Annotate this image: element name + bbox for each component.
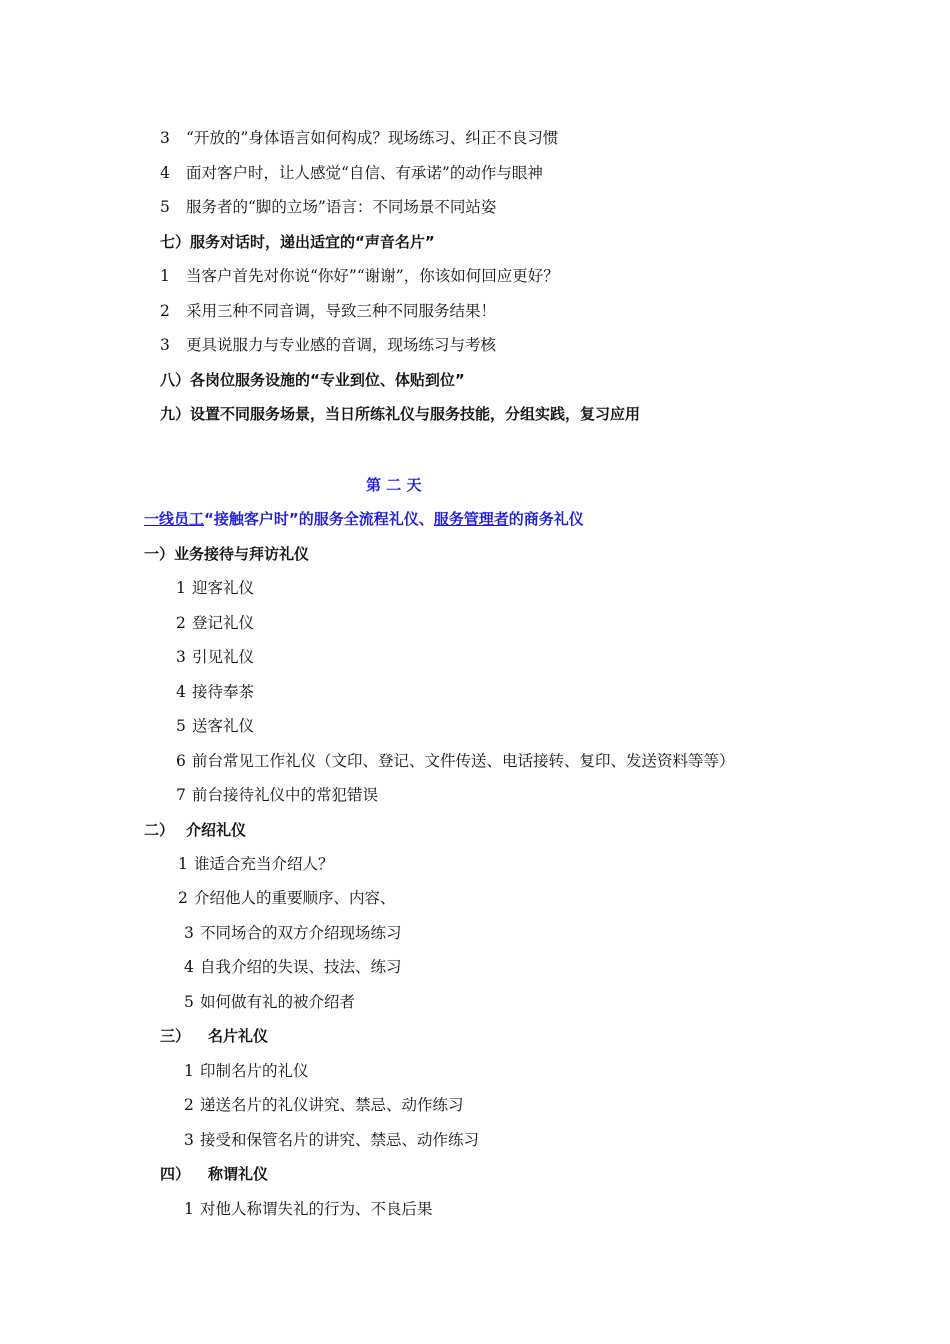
list-item: 3 引见礼仪 <box>176 648 255 666</box>
section-heading: 三） 名片礼仪 <box>160 1027 269 1045</box>
list-item: 3 更具说服力与专业感的音调，现场练习与考核 <box>160 336 497 354</box>
list-item: 3 “开放的”身体语言如何构成？现场练习、纠正不良习惯 <box>160 129 559 147</box>
section-heading: 四） 称谓礼仪 <box>160 1165 269 1183</box>
list-item: 5 送客礼仪 <box>176 717 255 735</box>
list-item: 5 服务者的“脚的立场”语言：不同场景不同站姿 <box>160 198 497 216</box>
list-item: 2 递送名片的礼仪讲究、禁忌、动作练习 <box>184 1096 464 1114</box>
list-item: 6 前台常见工作礼仪（文印、登记、文件传送、电话接转、复印、发送资料等等） <box>176 752 735 770</box>
list-item: 1 当客户首先对你说“你好”“谢谢”，你该如何回应更好？ <box>160 267 559 285</box>
list-item: 2 采用三种不同音调，导致三种不同服务结果！ <box>160 302 497 320</box>
list-item: 7 前台接待礼仪中的常犯错误 <box>176 786 379 804</box>
day-subtitle: 一线员工“接触客户时”的服务全流程礼仪、服务管理者的商务礼仪 <box>144 510 584 528</box>
list-item: 2 登记礼仪 <box>176 614 255 632</box>
list-item: 5 如何做有礼的被介绍者 <box>184 993 356 1011</box>
list-item: 4 面对客户时，让人感觉“自信、有承诺”的动作与眼神 <box>160 164 543 182</box>
list-item: 2 介绍他人的重要顺序、内容、 <box>178 889 396 907</box>
section-heading: 七）服务对话时，递出适宜的“声音名片” <box>160 233 435 251</box>
section-heading: 八）各岗位服务设施的“专业到位、体贴到位” <box>160 371 465 389</box>
list-item: 3 接受和保管名片的讲究、禁忌、动作练习 <box>184 1131 480 1149</box>
list-item: 1 谁适合充当介绍人？ <box>178 855 334 873</box>
list-item: 4 自我介绍的失误、技法、练习 <box>184 958 402 976</box>
list-item: 1 对他人称谓失礼的行为、不良后果 <box>184 1200 433 1218</box>
section-heading: 九）设置不同服务场景，当日所练礼仪与服务技能，分组实践，复习应用 <box>160 405 641 423</box>
list-item: 4 接待奉茶 <box>176 683 255 701</box>
day-title: 第 二 天 <box>366 476 422 494</box>
list-item: 1 印制名片的礼仪 <box>184 1062 309 1080</box>
list-item: 3 不同场合的双方介绍现场练习 <box>184 924 402 942</box>
list-item: 1 迎客礼仪 <box>176 579 255 597</box>
section-heading: 一）业务接待与拜访礼仪 <box>144 545 310 563</box>
section-heading: 二） 介绍礼仪 <box>144 821 247 839</box>
